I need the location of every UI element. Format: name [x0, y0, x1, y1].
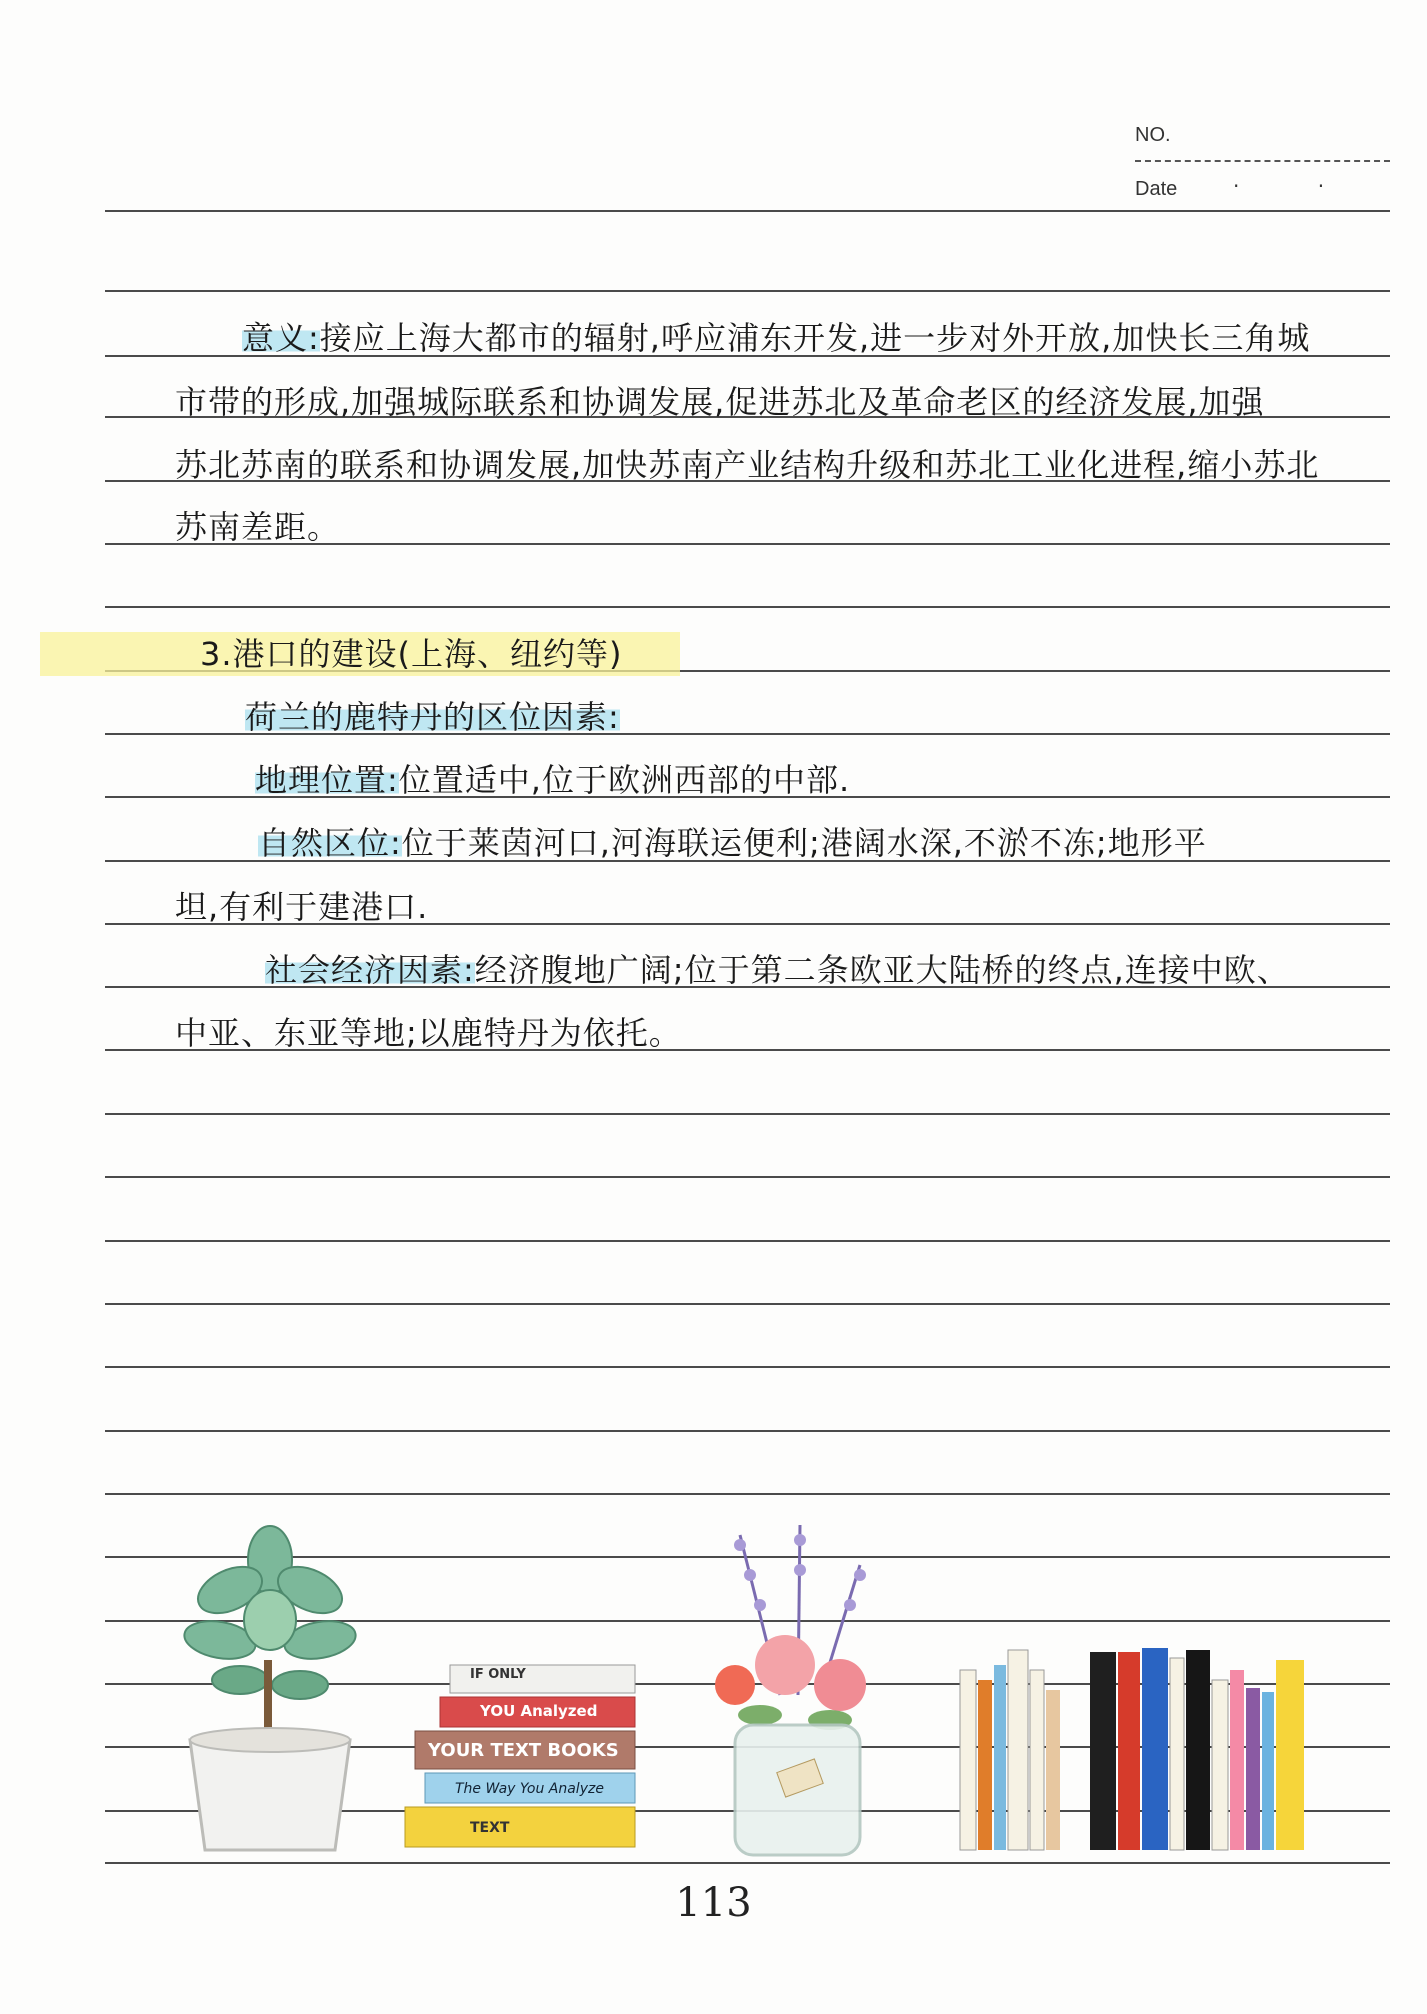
ruled-line [105, 1366, 1390, 1368]
section-title: 3.港口的建设(上海、纽约等) [200, 635, 623, 673]
book-title-3: YOUR TEXT BOOKS [428, 1740, 619, 1761]
para1-line-3: 苏北苏南的联系和协调发展,加快苏南产业结构升级和苏北工业化进程,缩小苏北 [175, 446, 1320, 484]
subheading [245, 687, 620, 747]
ruled-line [105, 210, 1390, 212]
para1-label: 意义: [242, 319, 320, 357]
para1-line-4: 苏南差距。 [175, 508, 341, 546]
social-line-2: 中亚、东亚等地;以鹿特丹为依托。 [175, 1014, 682, 1052]
date-dots: · · [1233, 174, 1361, 198]
book-title-5: TEXT [470, 1820, 510, 1836]
natural-text-1: 位于莱茵河口,河海联运便利;港阔水深,不淤不冻;地形平 [401, 824, 1207, 862]
no-divider [1135, 160, 1390, 162]
bookshelf-icon [950, 1610, 1320, 1860]
flower-jar-icon [680, 1525, 910, 1860]
subheading-text: 荷兰的鹿特丹的区位因素: [245, 698, 620, 736]
social-text-1: 经济腹地广阔;位于第二条欧亚大陆桥的终点,连接中欧、 [474, 951, 1290, 989]
natural-line-2: 坦,有利于建港口. [175, 888, 429, 926]
geo-line [255, 750, 850, 810]
succulent-plant-icon [170, 1520, 370, 1860]
geo-text: 位置适中,位于欧洲西部的中部. [398, 761, 851, 799]
natural-label: 自然区位: [258, 824, 402, 862]
book-title-4: The Way You Analyze [455, 1781, 604, 1797]
ruled-line [105, 290, 1390, 292]
book-title-1: IF ONLY [470, 1667, 526, 1682]
para1-line-2: 市带的形成,加强城际联系和协调发展,促进苏北及革命老区的经济发展,加强 [175, 383, 1265, 421]
ruled-line [105, 606, 1390, 608]
para1-line-1 [242, 308, 1310, 368]
ruled-line [105, 1303, 1390, 1305]
book-title-2: YOU Analyzed [480, 1702, 598, 1720]
page-number: 113 [675, 1880, 752, 1926]
ruled-line [105, 1430, 1390, 1432]
social-label: 社会经济因素: [265, 951, 475, 989]
para1-text-1: 接应上海大都市的辐射,呼应浦东开发,进一步对外开放,加快长三角城 [319, 319, 1311, 357]
ruled-line [105, 1862, 1390, 1864]
no-label: NO. [1135, 124, 1171, 146]
ruled-line [105, 1113, 1390, 1115]
natural-line-1 [258, 813, 1207, 873]
geo-label: 地理位置: [255, 761, 399, 799]
date-label: Date [1135, 178, 1178, 200]
ruled-line [105, 1240, 1390, 1242]
ruled-line [105, 1176, 1390, 1178]
social-line-1 [265, 940, 1290, 1000]
ruled-line [105, 1493, 1390, 1495]
